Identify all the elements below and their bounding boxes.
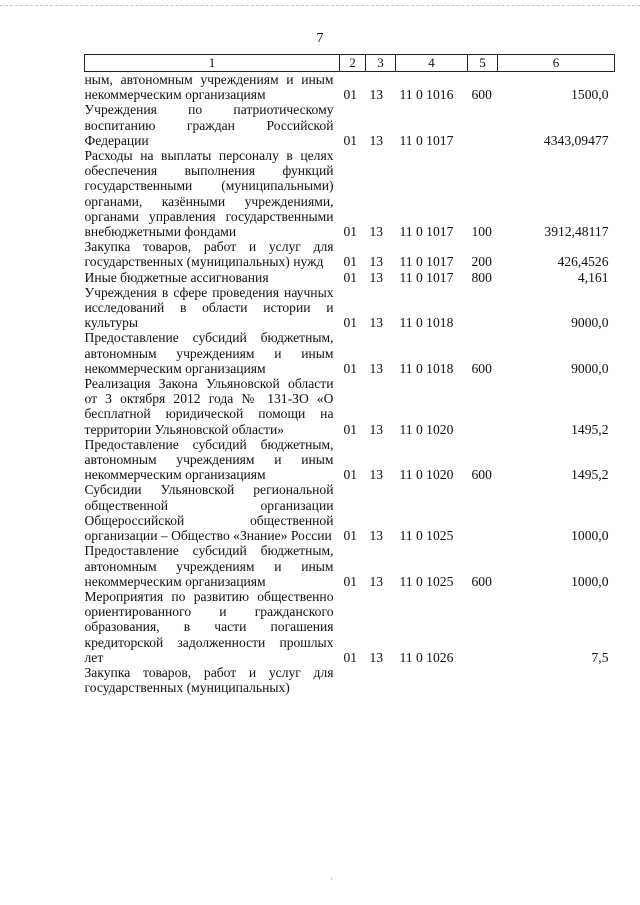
row-name: Мероприятия по развитию общественно ориентированного и гражданского образования, в части погашения кредиторской задолженности прошлых лет — [84, 588, 334, 665]
column-header: 4 — [396, 55, 468, 72]
row-name: Закупка товаров, работ и услуг для государственных (муниципальных) нужд — [84, 239, 334, 270]
section-code — [340, 665, 366, 695]
target-article-code: 11 0 1020 — [399, 467, 454, 483]
amount: 1495,2 — [571, 421, 609, 437]
row-name: Учреждения в сфере проведения научных исследований в области истории и культуры — [84, 284, 334, 331]
target-article-code: 11 0 1017 — [399, 269, 454, 285]
expense-type-code: 600 — [471, 573, 492, 589]
subsection-code: 13 — [369, 132, 384, 148]
expense-type-code — [468, 665, 498, 695]
subsection-code: 13 — [369, 528, 384, 544]
target-article-code: 11 0 1026 — [399, 649, 454, 665]
budget-table — [84, 54, 615, 695]
subsection-code: 13 — [369, 315, 384, 331]
expense-type-code: 100 — [471, 224, 492, 240]
table-row — [85, 437, 615, 483]
table-header-row — [85, 55, 615, 72]
subsection-code: 13 — [369, 224, 384, 240]
row-name: Иные бюджетные ассигнования — [84, 269, 269, 285]
target-article-code — [396, 665, 468, 695]
row-name: Предоставление субсидий бюджетным, автономным учреждениям и иным некоммерческим организациям — [84, 543, 334, 589]
expense-type-code — [468, 376, 498, 437]
column-header: 2 — [340, 55, 366, 72]
table-row — [85, 285, 615, 331]
expense-type-code: 600 — [471, 360, 492, 376]
expense-type-code — [468, 285, 498, 331]
target-article-code: 11 0 1017 — [399, 254, 454, 270]
expense-type-code — [468, 589, 498, 665]
subsection-code: 13 — [369, 269, 384, 285]
expense-type-code — [468, 482, 498, 543]
target-article-code: 11 0 1025 — [399, 528, 454, 544]
expense-type-code: 600 — [471, 87, 492, 103]
target-article-code: 11 0 1017 — [399, 224, 454, 240]
section-code: 01 — [343, 528, 358, 544]
row-name: Расходы на выплаты персоналу в целях обеспечения выполнения функций государственными (муниципальными) органами, казёнными учреждениями, органами управления государственными внебюджетными фондами — [84, 148, 334, 240]
subsection-code: 13 — [369, 360, 384, 376]
page-edge-line — [0, 5, 640, 6]
section-code: 01 — [343, 649, 358, 665]
table-row — [85, 543, 615, 589]
amount — [498, 665, 615, 695]
amount: 4343,09477 — [543, 132, 609, 148]
table-row — [85, 482, 615, 543]
row-name: Субсидии Ульяновской региональной общественной организации Общероссийской общественной организации – Общество «Знание» России — [84, 482, 334, 544]
table-row — [85, 665, 615, 695]
row-name: Закупка товаров, работ и услуг для государственных (муниципальных) — [84, 664, 334, 696]
table-row — [85, 239, 615, 269]
row-name: Предоставление субсидий бюджетным, автономным учреждениям и иным некоммерческим организациям — [84, 436, 334, 483]
section-code: 01 — [343, 269, 358, 285]
page-number: 7 — [316, 31, 324, 46]
table-row — [85, 589, 615, 665]
table-row — [85, 270, 615, 285]
amount: 1500,0 — [571, 87, 609, 103]
table-row — [85, 148, 615, 239]
amount: 1000,0 — [571, 573, 609, 589]
row-name: Реализация Закона Ульяновской области от 3 октября 2012 года № 131-ЗО «О бесплатной юридической помощи на территории Ульяновской области» — [84, 376, 334, 437]
amount: 426,4526 — [557, 254, 609, 270]
amount: 3912,48117 — [544, 224, 609, 240]
amount: 1495,2 — [571, 467, 609, 483]
target-article-code: 11 0 1017 — [399, 132, 454, 148]
target-article-code: 11 0 1025 — [399, 573, 454, 589]
column-header: 5 — [468, 55, 498, 72]
subsection-code: 13 — [369, 649, 384, 665]
subsection-code: 13 — [369, 573, 384, 589]
expense-type-code: 200 — [471, 254, 492, 270]
section-code: 01 — [343, 132, 358, 148]
section-code: 01 — [343, 87, 358, 103]
target-article-code: 11 0 1018 — [399, 360, 454, 376]
table-row — [85, 330, 615, 376]
table-body — [85, 72, 615, 696]
table-row — [85, 72, 615, 103]
amount: 9000,0 — [571, 360, 609, 376]
section-code: 01 — [343, 360, 358, 376]
amount: 9000,0 — [571, 315, 609, 331]
row-name: ным, автономным учреждениям и иным некоммерческим организациям — [84, 72, 334, 103]
section-code: 01 — [343, 573, 358, 589]
subsection-code: 13 — [369, 421, 384, 437]
expense-type-code: 800 — [471, 269, 492, 285]
row-name: Учреждения по патриотическому воспитанию граждан Российской Федерации — [84, 102, 334, 148]
section-code: 01 — [343, 224, 358, 240]
table-row — [85, 102, 615, 148]
target-article-code: 11 0 1016 — [399, 87, 454, 103]
target-article-code: 11 0 1020 — [399, 421, 454, 437]
section-code: 01 — [343, 315, 358, 331]
column-header: 3 — [366, 55, 396, 72]
row-name: Предоставление субсидий бюджетным, автономным учреждениям и иным некоммерческим организациям — [84, 330, 334, 376]
section-code: 01 — [343, 421, 358, 437]
expense-type-code — [468, 102, 498, 148]
amount: 7,5 — [591, 649, 609, 665]
column-header: 6 — [498, 55, 615, 72]
subsection-code: 13 — [369, 87, 384, 103]
subsection-code: 13 — [369, 467, 384, 483]
footer-mark: · — [330, 874, 333, 884]
table-row — [85, 376, 615, 437]
expense-type-code: 600 — [471, 467, 492, 483]
target-article-code: 11 0 1018 — [399, 315, 454, 331]
subsection-code: 13 — [369, 254, 384, 270]
amount: 1000,0 — [571, 528, 609, 544]
subsection-code — [366, 665, 396, 695]
amount: 4,161 — [577, 269, 609, 285]
section-code: 01 — [343, 254, 358, 270]
column-header: 1 — [85, 55, 340, 72]
section-code: 01 — [343, 467, 358, 483]
